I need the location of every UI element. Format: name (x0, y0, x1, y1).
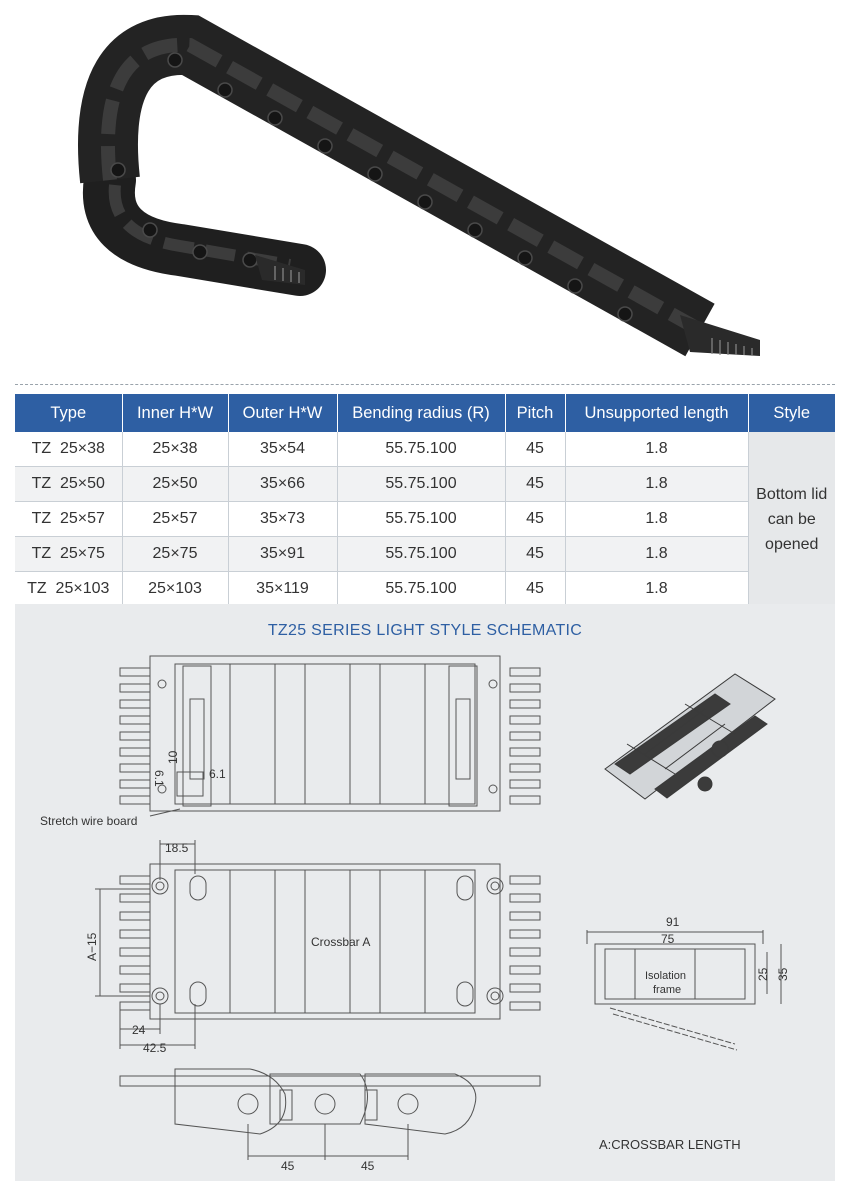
isolation-frame-label-2: frame (653, 984, 682, 996)
table-row (15, 467, 835, 502)
header-type: Type (15, 394, 122, 432)
stretch-board-leader (150, 809, 180, 816)
section-divider (15, 384, 835, 385)
header-outer: Outer H*W (228, 394, 337, 432)
cell-inner: 25×75 (122, 537, 228, 572)
dim-35: 35 (776, 967, 790, 981)
crossbar-length-note: A:CROSSBAR LENGTH (599, 1137, 741, 1152)
cell-unsupported: 1.8 (565, 467, 748, 502)
style-line: opened (765, 535, 819, 553)
cell-type: TZ 25×103 (15, 572, 122, 607)
table-header-row (15, 394, 835, 432)
drag-chain-illustration (0, 0, 850, 378)
cell-inner: 25×103 (122, 572, 228, 607)
cell-type: TZ 25×57 (15, 502, 122, 537)
drag-chain-image (0, 0, 850, 378)
cell-type: TZ 25×38 (15, 432, 122, 467)
cell-pitch: 45 (505, 467, 565, 502)
cell-outer: 35×91 (228, 537, 337, 572)
dim-18-5: 18.5 (165, 841, 189, 855)
cell-unsupported: 1.8 (565, 537, 748, 572)
header-pitch: Pitch (505, 394, 565, 432)
cell-unsupported: 1.8 (565, 572, 748, 607)
cell-style (748, 432, 835, 607)
dim-6-1-vertical: 6.1 (152, 770, 166, 787)
cell-bending: 55.75.100 (337, 432, 505, 467)
cell-inner: 25×57 (122, 502, 228, 537)
table-row (15, 432, 835, 467)
style-line: can be (767, 510, 816, 528)
header-bending-radius: Bending radius (R) (337, 394, 505, 432)
table-row (15, 502, 835, 537)
chain-3d-preview (605, 674, 775, 799)
dim-10: 10 (166, 750, 180, 764)
dim-24: 24 (132, 1023, 146, 1037)
cell-bending: 55.75.100 (337, 572, 505, 607)
cell-type: TZ 25×75 (15, 537, 122, 572)
cross-section-drawing (587, 930, 781, 1050)
cell-unsupported: 1.8 (565, 432, 748, 467)
table-row (15, 537, 835, 572)
dim-6-1: 6.1 (209, 767, 226, 781)
side-view-drawing (120, 1069, 540, 1160)
schematic-drawings (15, 604, 835, 1181)
cell-bending: 55.75.100 (337, 467, 505, 502)
left-teeth (120, 668, 150, 804)
cell-outer: 35×66 (228, 467, 337, 502)
header-unsupported-length: Unsupported length (565, 394, 748, 432)
spec-table (15, 394, 835, 607)
stretch-wire-board-label: Stretch wire board (40, 814, 138, 828)
dim-91: 91 (666, 915, 680, 929)
right-teeth (510, 668, 540, 804)
style-line: Bottom lid (756, 485, 828, 503)
dim-a-minus-15: A−15 (85, 932, 99, 961)
cell-bending: 55.75.100 (337, 537, 505, 572)
header-style: Style (748, 394, 835, 432)
cell-pitch: 45 (505, 502, 565, 537)
cell-inner: 25×50 (122, 467, 228, 502)
cell-unsupported: 1.8 (565, 502, 748, 537)
header-inner: Inner H*W (122, 394, 228, 432)
cell-outer: 35×119 (228, 572, 337, 607)
schematic-title: TZ25 SERIES LIGHT STYLE SCHEMATIC (267, 622, 583, 639)
dim-42-5: 42.5 (143, 1041, 167, 1055)
isolation-frame-label-1: Isolation (645, 970, 686, 982)
dim-25: 25 (756, 967, 770, 981)
crossbar-a-label: Crossbar A (311, 935, 371, 949)
cell-pitch: 45 (505, 572, 565, 607)
schematic-panel (15, 604, 835, 1181)
cell-pitch: 45 (505, 537, 565, 572)
cell-pitch: 45 (505, 432, 565, 467)
dim-45-second: 45 (361, 1159, 375, 1173)
cell-outer: 35×54 (228, 432, 337, 467)
dim-75: 75 (661, 932, 675, 946)
dim-45-first: 45 (281, 1159, 295, 1173)
cell-bending: 55.75.100 (337, 502, 505, 537)
cell-type: TZ 25×50 (15, 467, 122, 502)
cell-outer: 35×73 (228, 502, 337, 537)
cell-inner: 25×38 (122, 432, 228, 467)
top-view-drawing (120, 656, 540, 811)
table-row (15, 572, 835, 607)
